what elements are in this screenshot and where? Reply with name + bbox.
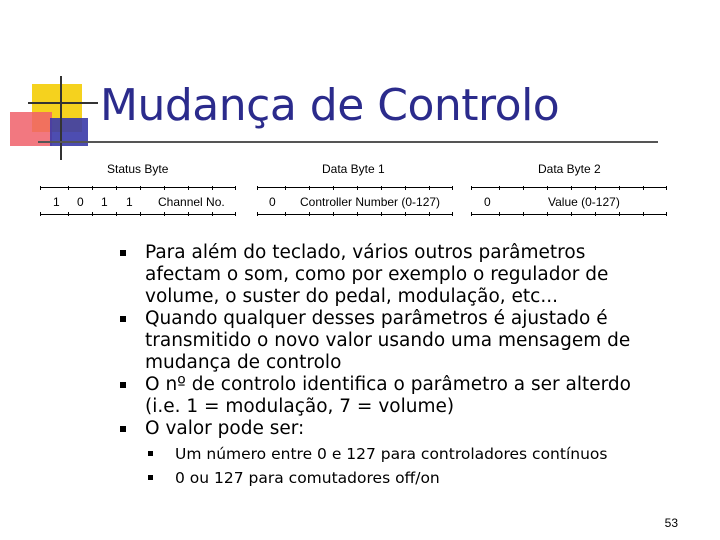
status-bit-6: 0 <box>77 195 84 209</box>
bullet-square-icon <box>148 475 153 480</box>
sub-list-item: 0 ou 127 para comutadores off/on <box>145 466 640 490</box>
data1-bit-7: 0 <box>269 195 276 209</box>
data-byte-2-label: Data Byte 2 <box>538 162 601 176</box>
bullet-square-icon <box>148 451 153 456</box>
status-byte-label: Status Byte <box>107 162 169 176</box>
status-bit-5: 1 <box>101 195 108 209</box>
bullet-square-icon <box>120 382 126 388</box>
channel-field: Channel No. <box>158 195 225 209</box>
value-field: Value (0-127) <box>548 195 620 209</box>
slide-title: Mudança de Controlo <box>100 80 560 131</box>
bullet-list <box>120 242 640 490</box>
bullet-square-icon <box>120 316 126 322</box>
status-bit-7: 1 <box>53 195 60 209</box>
bullet-square-icon <box>120 426 126 432</box>
status-bit-4: 1 <box>126 195 133 209</box>
list-item: O valor pode ser: <box>120 418 640 440</box>
title-divider <box>38 141 658 143</box>
data2-bit-7: 0 <box>484 195 491 209</box>
controller-number-field: Controller Number (0-127) <box>300 195 441 209</box>
sub-list-item: Um número entre 0 e 127 para controladores contínuos <box>145 442 640 466</box>
list-item: Para além do teclado, vários outros parâmetros afectam o som, como por exemplo o regulador de volume, o suster do pedal, modulação, etc... <box>120 242 640 308</box>
list-item: O nº de controlo identifica o parâmetro a ser alterdo (i.e. 1 = modulação, 7 = volume) <box>120 374 640 418</box>
data-byte-1-label: Data Byte 1 <box>322 162 385 176</box>
page-number: 53 <box>664 516 678 530</box>
list-item: Quando qualquer desses parâmetros é ajustado é transmitido o novo valor usando uma mensagem de mudança de controlo <box>120 308 640 374</box>
bullet-square-icon <box>120 250 126 256</box>
